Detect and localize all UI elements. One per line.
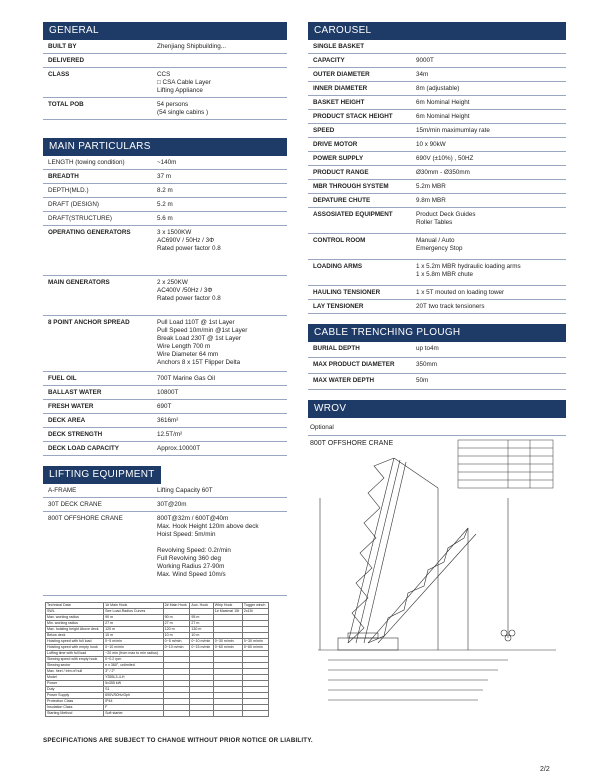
general-value: Zhenjiang Shipbuilding... <box>157 43 226 50</box>
tech-table-cell: Luffing time with full load <box>46 651 104 657</box>
tech-table-cell: Model <box>46 675 104 681</box>
carousel-table <box>308 40 566 314</box>
carousel-row <box>308 68 566 82</box>
tech-table-cell: 1# Main Hook <box>104 603 163 609</box>
general-label: CLASS <box>48 71 70 78</box>
tech-table-cell: F <box>104 705 163 711</box>
plough-header: CABLE TRENCHING PLOUGH <box>308 324 566 342</box>
plough-row <box>308 358 566 374</box>
general-row <box>43 98 287 120</box>
tech-table-cell: Starting Method <box>46 711 104 717</box>
plough-row <box>308 342 566 358</box>
tech-table-cell: See Load-Radius Curves <box>104 609 163 615</box>
plough-value: 50m <box>416 377 429 384</box>
tech-table-cell: n x 360°, unlimited <box>104 663 163 669</box>
left-column <box>43 22 287 717</box>
main-value: 3616m² <box>157 417 179 424</box>
tech-table-cell: 2# Main Hook <box>163 603 190 609</box>
main-label: DECK AREA <box>48 417 86 424</box>
carousel-row <box>308 166 566 180</box>
plough-label: MAX PRODUCT DIAMETER <box>313 361 395 368</box>
tech-table-cell: ~20 min (from max to min radius) <box>104 651 163 657</box>
carousel-label: DRIVE MOTOR <box>313 141 358 148</box>
main-label: BALLAST WATER <box>48 389 102 396</box>
plough-label: BURIAL DEPTH <box>313 345 360 352</box>
carousel-header: CAROUSEL <box>308 22 566 40</box>
tech-table-cell: Slewing sector <box>46 663 104 669</box>
plough-value: up to4m <box>416 345 439 352</box>
tech-table-cell: S1 <box>104 687 163 693</box>
carousel-label: PRODUCT RANGE <box>313 169 369 176</box>
main-label: DECK STRENGTH <box>48 431 103 438</box>
carousel-label: DEPATURE CHUTE <box>313 197 371 204</box>
carousel-value: 1 x 5.2m MBR hydraulic loading arms 1 x 5.8m MBR chute <box>416 263 521 278</box>
main-label: 8 POINT ANCHOR SPREAD <box>48 319 130 326</box>
main-label: BREADTH <box>48 173 79 180</box>
general-row <box>43 68 287 98</box>
carousel-label: ASSOSIATED EQUIPMENT <box>313 211 393 218</box>
tech-table-cell: 0~10 m/min <box>163 645 190 651</box>
tech-table-cell: 10 m <box>190 633 213 639</box>
carousel-label: MBR THROUGH SYSTEM <box>313 183 389 190</box>
carousel-label: OUTER DIAMETER <box>313 71 370 78</box>
carousel-value: 10 x 90kW <box>416 141 446 148</box>
main-row <box>43 198 287 212</box>
carousel-row <box>308 82 566 96</box>
main-label: LENGTH (towing condition) <box>48 159 125 166</box>
tech-table-cell: Whip Hook <box>213 603 242 609</box>
carousel-value: 5.2m MBR <box>416 183 446 190</box>
tech-table-cell: Tugger winch <box>242 603 268 609</box>
carousel-value: Manual / Auto Emergency Stop <box>416 237 463 252</box>
main-value: ~140m <box>157 159 177 166</box>
lifting-row <box>43 484 287 498</box>
tech-table-cell: Soft starter <box>104 711 163 717</box>
tech-table-cell: 90 m <box>163 615 190 621</box>
carousel-label: BASKET HEIGHT <box>313 99 365 106</box>
carousel-label: LOADING ARMS <box>313 263 363 270</box>
lifting-row <box>43 498 287 512</box>
carousel-row <box>308 152 566 166</box>
crane-technical-table <box>45 602 269 717</box>
tech-table-row <box>46 711 269 717</box>
main-row <box>43 372 287 386</box>
carousel-label: HAULING TENSIONER <box>313 289 381 296</box>
tech-table-cell: 27 m <box>163 621 190 627</box>
wrov-optional: Optional <box>308 418 566 436</box>
tech-table-cell: Slewing speed with empty hook <box>46 657 104 663</box>
main-value: 690T <box>157 403 172 410</box>
carousel-value: 9.8m MBR <box>416 197 446 204</box>
general-label: DELIVERED <box>48 57 85 64</box>
tech-table-cell: 0~60 m/min <box>213 645 242 651</box>
tech-table-cell: 27 m <box>190 621 213 627</box>
tech-table-cell: 1# Maximal 15t <box>213 609 242 615</box>
tech-table-cell: Power Supply <box>46 693 104 699</box>
tech-table-cell: 5x355 kW <box>104 681 163 687</box>
main-label: FRESH WATER <box>48 403 94 410</box>
plough-table <box>308 342 566 390</box>
tech-table-cell: Insulation Class <box>46 705 104 711</box>
tech-table-cell: 10 m <box>163 633 190 639</box>
carousel-row <box>308 194 566 208</box>
carousel-value: 6m Nominal Height <box>416 113 470 120</box>
tech-table-cell: 120 m <box>104 627 163 633</box>
lifting-label: A-FRAME <box>48 487 77 494</box>
carousel-label: CONTROL ROOM <box>313 237 366 244</box>
carousel-row <box>308 138 566 152</box>
carousel-row <box>308 54 566 68</box>
plough-row <box>308 374 566 390</box>
tech-table-cell: 0~10 m/min <box>104 645 163 651</box>
main-value: 5.6 m <box>157 215 173 222</box>
main-row <box>43 226 287 276</box>
general-value: 54 persons (54 single cabins ) <box>157 101 209 116</box>
tech-table-cell: 0~10 m/min <box>190 639 213 645</box>
carousel-row <box>308 208 566 234</box>
general-label: TOTAL POB <box>48 101 84 108</box>
carousel-label: SINGLE BASKET <box>313 43 365 50</box>
main-row <box>43 386 287 400</box>
crane-caption: 800T OFFSHORE CRANE <box>310 440 394 447</box>
main-value: Pull Load 110T @ 1st Layer Pull Speed 10m/min @1st Layer Break Load 230T @ 1st Layer Wire Length 700 m Wire Diameter 64 mm Anchors 8 x 15T Flipper Delta <box>157 319 248 366</box>
main-value: Approx.10000T <box>157 445 201 452</box>
carousel-row <box>308 234 566 260</box>
tech-table-cell: 0~5 m/min <box>163 639 190 645</box>
main-value: 37 m <box>157 173 171 180</box>
main-value: 5.2 m <box>157 201 173 208</box>
carousel-value: 1 x 5T mouted on loading tower <box>416 289 505 296</box>
tech-table-cell: Protection Class <box>46 699 104 705</box>
main-row <box>43 316 287 372</box>
general-table <box>43 40 287 120</box>
lifting-value: 30T@20m <box>157 501 187 508</box>
plough-label: MAX WATER DEPTH <box>313 377 375 384</box>
tech-table-cell <box>163 711 190 717</box>
tech-table-cell: IP44 <box>104 699 163 705</box>
tech-table-cell: Aux. Hook <box>190 603 213 609</box>
tech-table-cell: Duty <box>46 687 104 693</box>
tech-table-cell: Power <box>46 681 104 687</box>
main-row <box>43 212 287 226</box>
general-header: GENERAL <box>43 22 287 40</box>
carousel-label: POWER SUPPLY <box>313 155 364 162</box>
lifting-label: 800T OFFSHORE CRANE <box>48 515 123 522</box>
main-value: 12.5T/m² <box>157 431 183 438</box>
main-particulars-table <box>43 156 287 456</box>
tech-table-cell: 3° / 2° <box>104 669 163 675</box>
lifting-label: 30T DECK CRANE <box>48 501 102 508</box>
main-row <box>43 400 287 414</box>
carousel-value: 15m/min maximumlay rate <box>416 127 490 134</box>
tech-table-cell: Min. working radius <box>46 621 104 627</box>
carousel-value: 8m (adjustable) <box>416 85 460 92</box>
lifting-value: Lifting Capacity 60T <box>157 487 213 494</box>
carousel-row <box>308 260 566 286</box>
tech-table-cell: 690V/50Hz/3ph <box>104 693 163 699</box>
main-row <box>43 414 287 428</box>
main-label: FUEL OIL <box>48 375 77 382</box>
tech-table-cell: Hoisting speed with empty hook <box>46 645 104 651</box>
main-value: 10800T <box>157 389 179 396</box>
carousel-label: LAY TENSIONER <box>313 303 364 310</box>
crane-diagram-graphic <box>308 438 566 723</box>
tech-table-cell: 0~0.2 rpm <box>104 657 163 663</box>
general-row <box>43 54 287 68</box>
main-label: DECK LOAD CAPACITY <box>48 445 119 452</box>
tech-table-cell: Max. working radius <box>46 615 104 621</box>
main-row <box>43 184 287 198</box>
tech-table-cell <box>190 711 213 717</box>
tech-table-cell: 27 m <box>104 621 163 627</box>
lifting-equipment-table <box>43 484 287 596</box>
tech-table-cell: 0~30 m/min <box>213 639 242 645</box>
general-row <box>43 40 287 54</box>
carousel-value: 690V (±10%) , 50HZ <box>416 155 474 162</box>
tech-table-cell: Hoisting speed with full load <box>46 639 104 645</box>
carousel-value: Product Deck Guides Roller Tables <box>416 211 476 226</box>
lifting-equipment-header: LIFTING EQUIPMENT <box>43 466 161 484</box>
tech-table-cell: 0~30 m/min <box>242 639 268 645</box>
carousel-value: 20T two track tensioners <box>416 303 485 310</box>
main-particulars-header: MAIN PARTICULARS <box>43 138 287 156</box>
tech-table-cell: Below deck <box>46 633 104 639</box>
plough-value: 350mm <box>416 361 437 368</box>
carousel-row <box>308 300 566 314</box>
main-label: MAIN GENERATORS <box>48 279 110 286</box>
general-label: BUILT BY <box>48 43 77 50</box>
tech-table-cell <box>242 711 268 717</box>
main-row <box>43 428 287 442</box>
crane-drawing <box>308 438 566 723</box>
main-label: OPERATING GENERATORS <box>48 229 131 236</box>
carousel-label: PRODUCT STACK HEIGHT <box>313 113 393 120</box>
carousel-row <box>308 40 566 54</box>
wrov-header: WROV <box>308 400 566 418</box>
main-value: 8.2 m <box>157 187 173 194</box>
main-value: 2 x 250KW AC400V /50Hz / 3Φ Rated power factor 0.8 <box>157 279 221 302</box>
tech-table-cell: Max. heel / trim of hull <box>46 669 104 675</box>
lifting-row <box>43 512 287 596</box>
tech-table-cell: Technical Data <box>46 603 104 609</box>
main-label: DRAFT (DESIGN) <box>48 201 99 208</box>
carousel-row <box>308 96 566 110</box>
main-row <box>43 442 287 456</box>
right-column <box>308 22 566 723</box>
carousel-value: Ø30mm - Ø350mm <box>416 169 470 176</box>
crane-technical-table-wrap <box>45 602 287 717</box>
tech-table-cell: 0~15 m/min <box>190 645 213 651</box>
tech-table-cell: 0~60 m/min <box>242 645 268 651</box>
main-label: DRAFT(STRUCTURE) <box>48 215 113 222</box>
main-row <box>43 276 287 316</box>
carousel-row <box>308 180 566 194</box>
main-label: DEPTH(MLD.) <box>48 187 89 194</box>
lifting-value: 800T@32m / 600T@40m Max. Hook Height 120m above deck Hoist Speed: 5m/min Revolving Speed: 0.2r/min Full Revolving 360 deg Working Radius 27-90m Max. Wind Speed 10m/s <box>157 515 259 578</box>
tech-table-cell: Y355L3-4-H <box>104 675 163 681</box>
tech-table-cell <box>213 711 242 717</box>
carousel-value: 6m Nominal Height <box>416 99 470 106</box>
carousel-label: INNER DIAMETER <box>313 85 368 92</box>
carousel-value: 9000T <box>416 57 434 64</box>
tech-table-cell: Max. hoisting height Above deck <box>46 627 104 633</box>
main-row <box>43 170 287 184</box>
main-row <box>43 156 287 170</box>
carousel-row <box>308 110 566 124</box>
page-number: 2/2 <box>540 766 550 773</box>
tech-table-cell: SWL <box>46 609 104 615</box>
tech-table-cell: 2x15t <box>242 609 268 615</box>
tech-table-cell: 130 m <box>190 627 213 633</box>
carousel-label: CAPACITY <box>313 57 345 64</box>
main-value: 3 x 1500KW AC690V / 50Hz / 3Φ Rated power factor 0.8 <box>157 229 221 252</box>
tech-table-cell: 120 m <box>163 627 190 633</box>
main-value: 700T Marine Gas Oil <box>157 375 215 382</box>
footer-note: SPECIFICATIONS ARE SUBJECT TO CHANGE WITHOUT PRIOR NOTICE OR LIABILITY. <box>43 737 313 744</box>
carousel-value: 34m <box>416 71 429 78</box>
tech-table-cell: 0~5 m/min <box>104 639 163 645</box>
carousel-row <box>308 286 566 300</box>
general-value: CCS □ CSA Cable Layer Lifting Appliance <box>157 71 211 94</box>
tech-table-cell: 10 m <box>104 633 163 639</box>
carousel-label: SPEED <box>313 127 335 134</box>
tech-table-cell: 90 m <box>104 615 163 621</box>
carousel-row <box>308 124 566 138</box>
tech-table-cell: 95 m <box>190 615 213 621</box>
